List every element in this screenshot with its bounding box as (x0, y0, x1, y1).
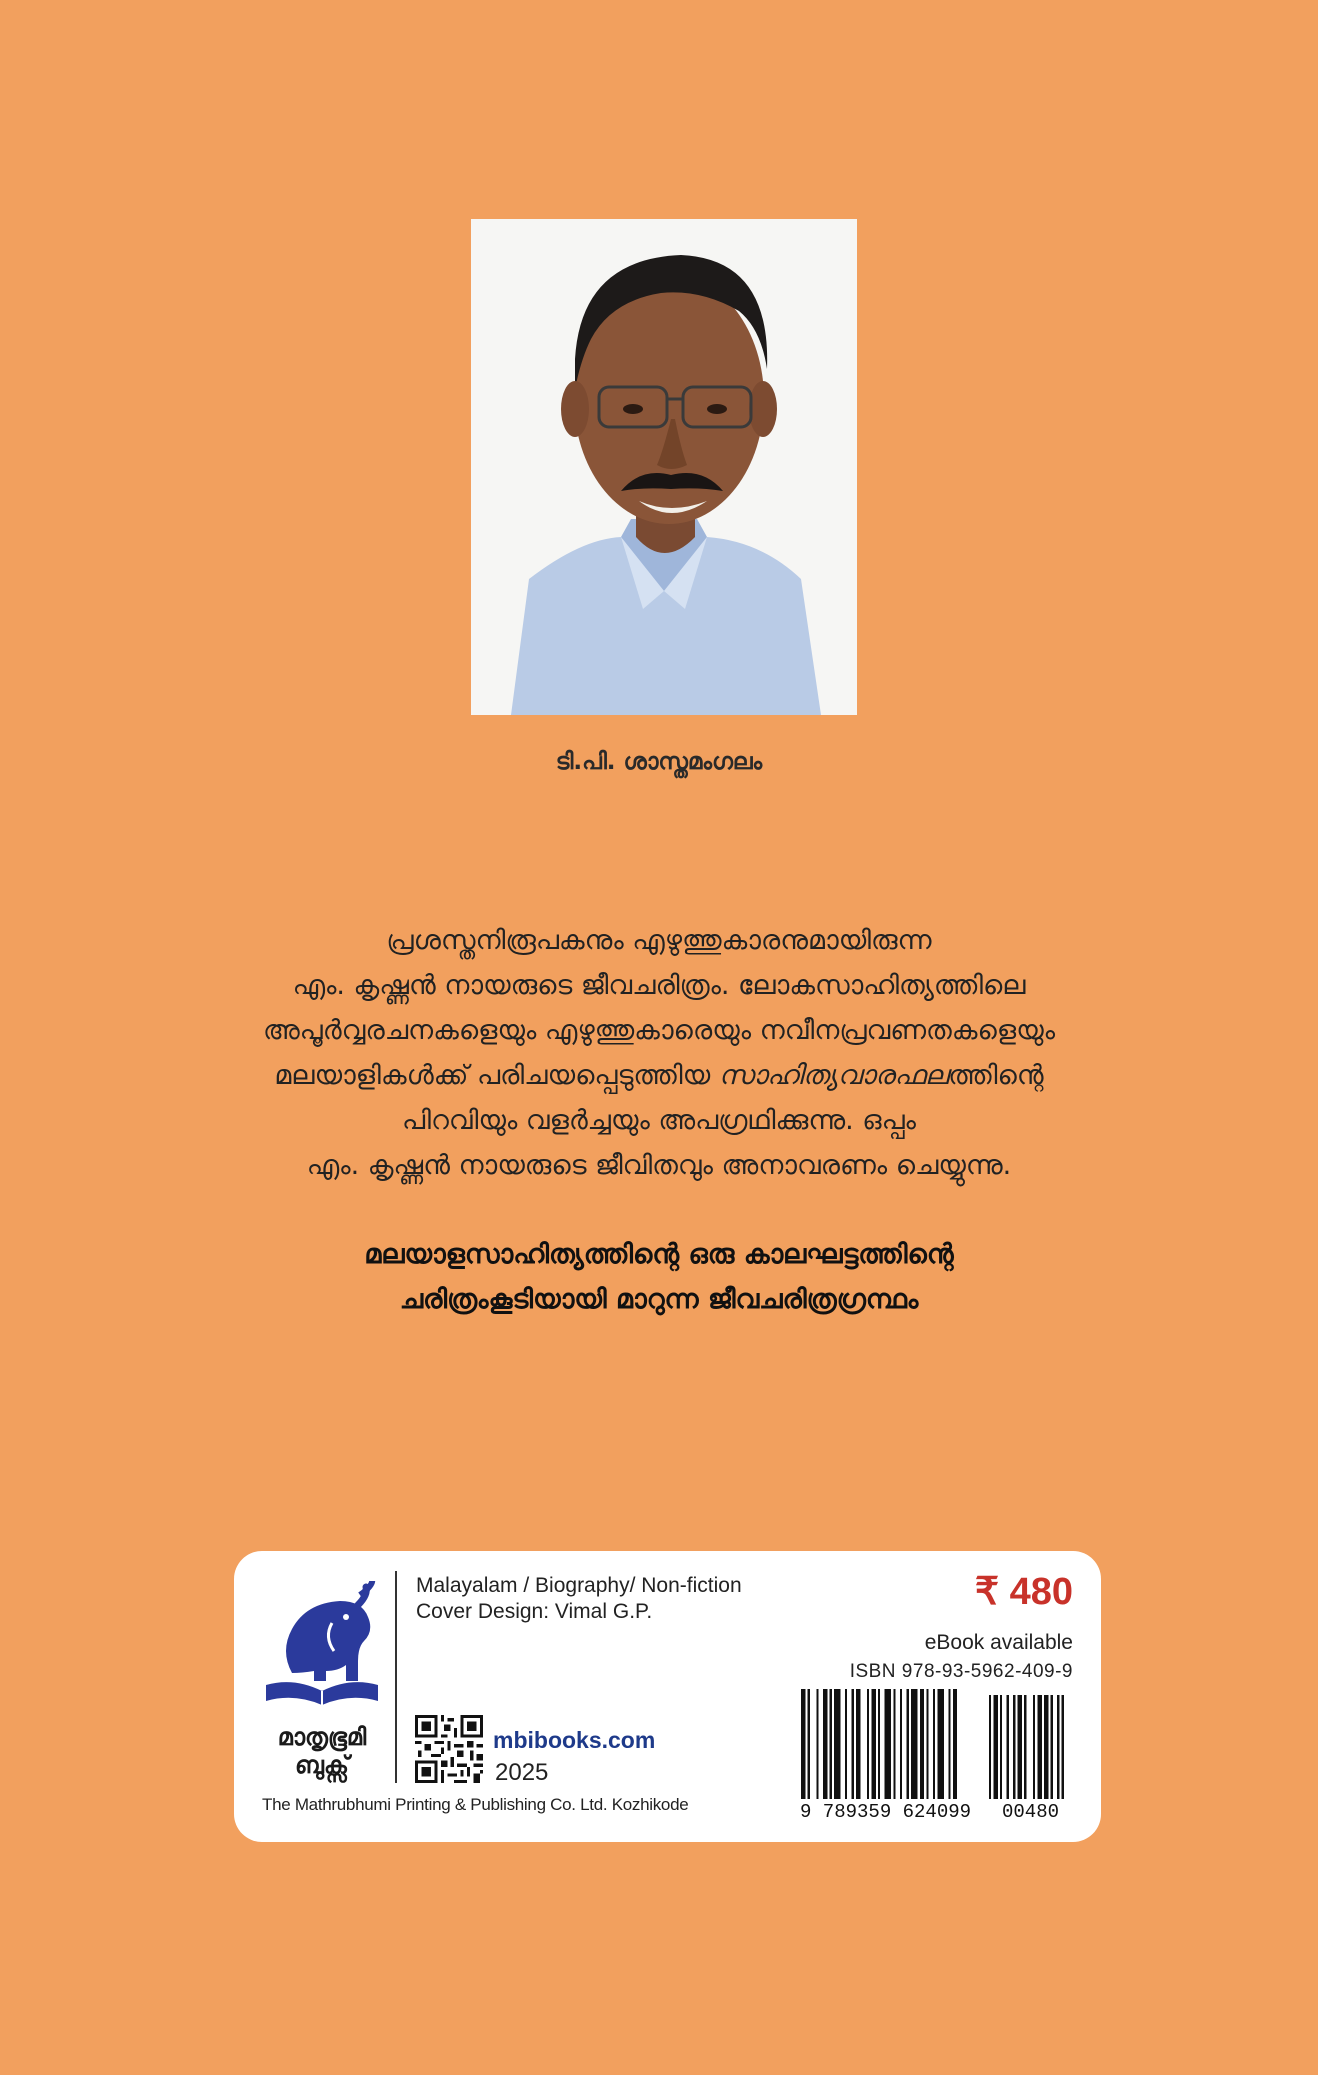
barcode-bar (834, 1689, 841, 1799)
barcode-addon-bar (993, 1695, 997, 1799)
barcode-bar (926, 1689, 928, 1799)
barcode-addon-bar (1033, 1695, 1035, 1799)
barcode-addon-bar (1007, 1695, 1009, 1799)
barcode-bar (900, 1689, 902, 1799)
barcode-bar (948, 1689, 950, 1799)
isbn-label: ISBN 978-93-5962-409-9 (849, 1661, 1073, 1682)
book-tagline (120, 1232, 1198, 1322)
barcode-bar (816, 1689, 818, 1799)
author-photo (471, 219, 857, 715)
blurb-line (120, 1053, 1198, 1098)
blurb-line: പ്രശസ്തനിരൂപകനും എഴുത്തുകാരനുമായിരുന്ന (386, 925, 932, 956)
cover-design-credit: Cover Design: Vimal G.P. (416, 1600, 653, 1623)
book-meta (416, 1573, 742, 1625)
blurb-line: അപൂർവ്വരചനകളെയും എഴുത്തുകാരെയും നവീനപ്രവണതകളെയും (262, 1015, 1056, 1046)
barcode-number: 9 789359 624099 (800, 1801, 972, 1823)
genre-text: Malayalam / Biography/ Non-fiction (416, 1574, 742, 1597)
barcode-bar (953, 1689, 957, 1799)
barcode-bar (937, 1689, 944, 1799)
barcode-bar (893, 1689, 895, 1799)
panel-divider (395, 1571, 397, 1783)
barcode-bar (933, 1689, 935, 1799)
barcode-bar (885, 1689, 892, 1799)
barcode-addon-bar (1051, 1695, 1053, 1799)
barcode-bar (871, 1689, 875, 1799)
blurb-line: പിറവിയും വളർച്ചയും അപഗ്രഥിക്കുന്നു. ഒപ്പം (402, 1105, 916, 1136)
blurb-line: എം. കൃഷ്ണൻ നായരുടെ ജീവിതവും അനാവരണം ചെയ്യുന്നു. (306, 1150, 1012, 1181)
author-name-caption: ടി.പി. ശാസ്തമംഗലം (555, 749, 763, 775)
blurb-italic-title: സാഹിത്യവാരഫല (718, 1060, 949, 1091)
barcode-bar (867, 1689, 869, 1799)
barcode-addon-bar (989, 1695, 991, 1799)
barcode-icon (797, 1689, 1073, 1801)
tagline-line: മലയാളസാഹിത്യത്തിന്റെ ഒരു കാലഘട്ടത്തിന്റെ (364, 1239, 954, 1270)
barcode-bar (920, 1689, 924, 1799)
barcode-addon-bar (1062, 1695, 1064, 1799)
ebook-availability: eBook available (924, 1631, 1073, 1654)
barcode-addon-bar (1024, 1695, 1026, 1799)
barcode-bar (801, 1689, 805, 1799)
barcode-bar (852, 1689, 854, 1799)
publisher-info-panel (234, 1551, 1101, 1842)
elephant-book-icon (262, 1581, 382, 1706)
barcode-addon-number: 00480 (1002, 1801, 1060, 1823)
book-blurb (120, 918, 1198, 1188)
barcode-bar (845, 1689, 847, 1799)
barcode-bar (830, 1689, 832, 1799)
barcode-addon-bar (1037, 1695, 1041, 1799)
blurb-text: മലയാളികൾക്ക് പരിചയപ്പെടുത്തിയ (274, 1060, 719, 1091)
blurb-text: ത്തിന്റെ (948, 1060, 1044, 1091)
barcode-bar (878, 1689, 880, 1799)
price-label: ₹ 480 (974, 1571, 1073, 1613)
barcode-bar (907, 1689, 909, 1799)
barcode-bar (856, 1689, 860, 1799)
barcode-bar (911, 1689, 918, 1799)
barcode-addon-bar (1018, 1695, 1022, 1799)
qr-code-icon (415, 1715, 483, 1783)
barcode-addon-bar (1000, 1695, 1002, 1799)
publisher-name: The Mathrubhumi Printing & Publishing Co. Ltd. Kozhikode (262, 1795, 689, 1814)
barcode-addon-bar (1057, 1695, 1059, 1799)
barcode-addon-bar (1013, 1695, 1015, 1799)
publication-year: 2025 (495, 1759, 549, 1786)
tagline-line: ചരിത്രംകൂടിയായി മാറുന്ന ജീവചരിത്രഗ്രന്ഥം (399, 1284, 919, 1315)
website-link[interactable]: mbibooks.com (493, 1727, 656, 1753)
barcode-addon-bar (1044, 1695, 1048, 1799)
logo-text-line: ബുക്സ് (295, 1751, 349, 1779)
barcode-bar (808, 1689, 810, 1799)
blurb-line: എം. കൃഷ്ണൻ നായരുടെ ജീവചരിത്രം. ലോകസാഹിത്യത്തിലെ (292, 970, 1026, 1001)
logo-text-line: മാതൃഭൂമി (277, 1723, 367, 1751)
publisher-logo-text (262, 1723, 382, 1779)
barcode-bar (823, 1689, 827, 1799)
